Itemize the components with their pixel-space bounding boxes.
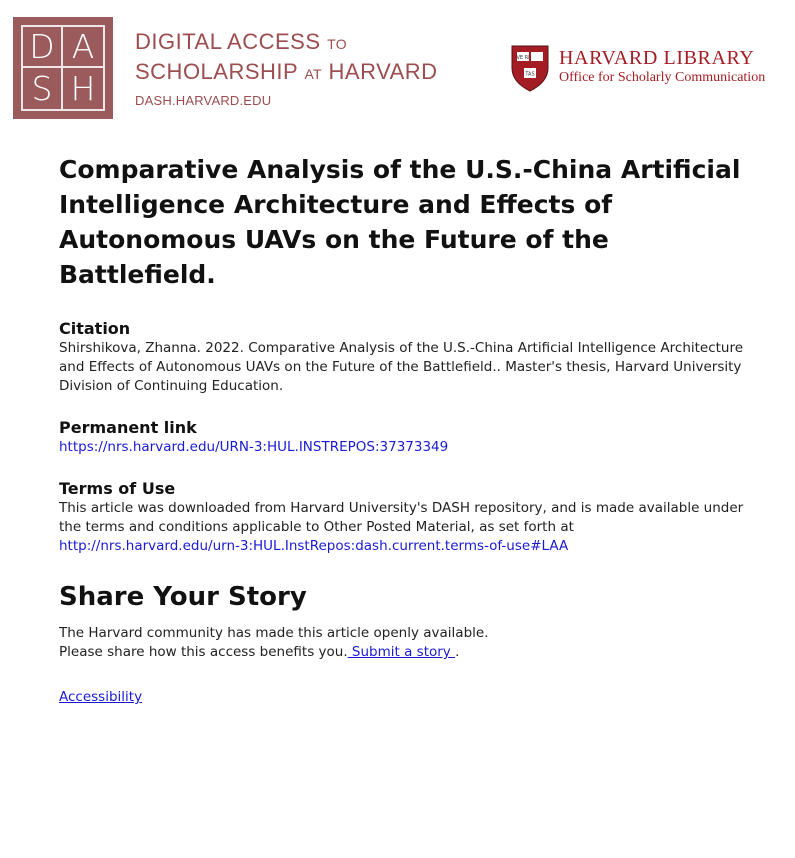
cover-page-content: [59, 152, 759, 707]
dash-wordmark-line2: [135, 58, 438, 88]
harvard-library-wordmark: [559, 47, 765, 87]
dash-wordmark-digital-access: DIGITAL ACCESS: [135, 29, 321, 54]
terms-of-use-text: This article was downloaded from Harvard University's DASH repository, and is made available under the terms and conditions applicable to Other Posted Material, as set forth at: [59, 500, 744, 535]
share-your-story-section: [59, 580, 759, 662]
shield-text-top: VE RI: [516, 55, 530, 61]
accessibility-link[interactable]: Accessibility: [59, 689, 143, 705]
share-line-1: The Harvard community has made this article openly available.: [59, 625, 489, 641]
citation-text: Shirshikova, Zhanna. 2022. Comparative Analysis of the U.S.-China Artificial Intelligence Architecture and Effects of Autonomous UAVs on the Future of the Battlefield.. Master's thesis, Harvard University Division of Continuing Education.: [59, 340, 744, 394]
shield-text-bottom: TAS: [525, 71, 535, 78]
share-your-story-text: [59, 624, 759, 662]
dash-logo-letter-h: H: [70, 69, 96, 108]
dash-wordmark-to: TO: [327, 36, 347, 52]
dash-wordmark-harvard: HARVARD: [328, 59, 438, 84]
dash-logo: [13, 17, 113, 119]
submit-story-link[interactable]: Submit a story: [347, 644, 456, 660]
document-title: Comparative Analysis of the U.S.-China Artificial Intelligence Architecture and Effects of Autonomous UAVs on the Future of the Battlefield.: [59, 155, 741, 289]
terms-of-use-section: [59, 479, 759, 556]
permanent-link-heading: Permanent link: [59, 418, 197, 437]
permanent-link-row: [59, 438, 759, 457]
citation-section: [59, 319, 759, 396]
harvard-shield-icon: [510, 44, 550, 92]
harvard-library-title: HARVARD LIBRARY: [559, 47, 755, 69]
permanent-link[interactable]: https://nrs.harvard.edu/URN-3:HUL.INSTREPOS:37373349: [59, 439, 449, 455]
dash-logo-letter-d: D: [23, 27, 63, 68]
dash-logo-letter-s: S: [23, 68, 63, 109]
dash-wordmark-at: AT: [304, 66, 322, 82]
dash-url: DASH.HARVARD.EDU: [135, 93, 272, 108]
dash-wordmark-line1: [135, 28, 438, 58]
share-period: .: [455, 644, 460, 660]
accessibility-row: [59, 688, 759, 707]
citation-heading: Citation: [59, 319, 131, 338]
dash-wordmark: [135, 28, 438, 108]
terms-of-use-heading: Terms of Use: [59, 479, 176, 498]
terms-of-use-link[interactable]: http://nrs.harvard.edu/urn-3:HUL.InstRepos:dash.current.terms-of-use#LAA: [59, 538, 569, 554]
accessibility-section: [59, 688, 759, 707]
permanent-link-section: [59, 418, 759, 457]
share-your-story-heading: Share Your Story: [59, 582, 307, 612]
terms-of-use-text-block: [59, 499, 759, 556]
dash-wordmark-scholarship: SCHOLARSHIP: [135, 59, 298, 84]
share-line-2: Please share how this access benefits you.: [59, 644, 348, 660]
harvard-library-subtitle: Office for Scholarly Communication: [559, 70, 766, 85]
dash-logo-grid: [21, 25, 105, 111]
dash-logo-letter-a: A: [63, 27, 103, 68]
